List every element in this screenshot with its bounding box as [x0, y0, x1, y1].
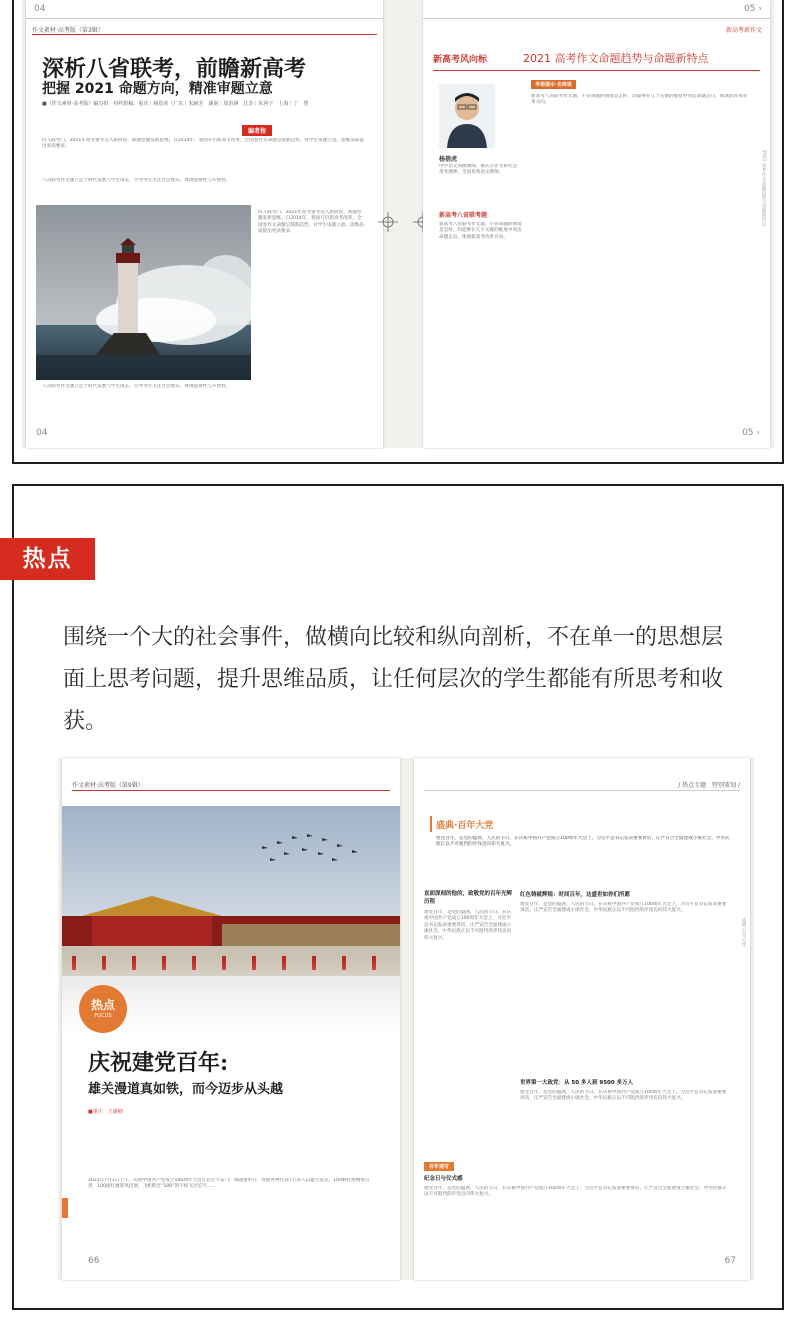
- top-left-page-number: 04: [34, 4, 46, 14]
- crop-mark-left: [378, 212, 398, 232]
- col2-body: 建党百年，是党的盛典，人民的节日。在庆祝中国共产党成立100周年大会上，习近平总书记发表重要讲话，庄严宣告全面建成小康社会，中华民族正以不可阻挡的步伐迈向伟大复兴。: [520, 902, 727, 914]
- top-left-masthead: 作文素材·高考版（第3辑）: [32, 27, 104, 34]
- photo-caption: 八省联考作文题立足于时代发展与学生成长，引导考生关注社会现实，体现思辨性与开放性。: [42, 384, 231, 389]
- editor-note: 四人联考门，2021年高考备考迈入新阶段，新题型激发新思维。自2014年，我国开启新高考改革，全国卷作文命题呈现新趋势，对学生审题立意、思维品质提出更高要求。: [42, 138, 364, 150]
- side-column-text: 四人联考门，2021年高考备考迈入新阶段，新题型激发新思维。自2014年，我国开启新高考改革，全国卷作文命题呈现新趋势，对学生审题立意、思维品质提出更高要求。: [258, 210, 364, 235]
- bottom-lead: 建党百年，是党的盛典，人民的节日。在庆祝中国共产党成立100周年大会上，习近平总书记发表重要讲话，庄严宣告全面建成小康社会，中华民族正以不可阻挡的步伐迈向伟大复兴。: [436, 836, 730, 848]
- top-right-masthead: 新高考新作文: [725, 27, 762, 34]
- bottom-right-folio: 67: [724, 1256, 736, 1266]
- top-left-folio: 04: [36, 428, 48, 438]
- left-column-text: 新高考八省联考作文题，不管命题的情境是怎样，均能够在几个关键的维度中突出命题走向，体现新高考改革方向。: [439, 222, 522, 240]
- top-right-page: [423, 0, 770, 448]
- focus-badge-label: 热点: [90, 998, 115, 1012]
- bottom-tag: 百年速写: [424, 1162, 454, 1171]
- bottom-right-masthead: / 热点专题 特别策划 /: [678, 782, 740, 789]
- top-right-page-number: 05 ›: [744, 4, 762, 14]
- sub-heading: 新高考八省联考题: [439, 212, 488, 219]
- top-right-folio-text: 05: [742, 428, 754, 438]
- section-label: 新高考风向标: [433, 55, 488, 65]
- focus-badge-en: FOCUS: [94, 1013, 112, 1019]
- section-title: 2021 高考作文命题趋势与命题新特点: [523, 52, 709, 65]
- top-right-page-number-text: 05: [744, 4, 756, 14]
- bottom-left-body: 2021年7月1日上午，庆祝中国共产党成立100周年大会在北京天安门广场隆重举行，各族各界代表7万余人以盛大仪式，100响礼炮响彻云霄，100面红旗迎风招展，飞机跨过“100”的字样飞过长空……: [88, 1178, 370, 1190]
- col1-heading: 直面深刻的他的，致敬党的百年光辉历程: [424, 891, 513, 905]
- col2-heading: 红色铸就辉煌：时间百年，这盛世如你们所愿: [520, 892, 631, 898]
- bottom-left-page: [62, 758, 400, 1280]
- editor-tag: 编者按: [242, 125, 272, 136]
- article-subtitle: 把握 2021 命题方向，精准审题立意: [42, 81, 273, 97]
- article-title: 深析八省联考，前瞻新高考: [42, 57, 307, 82]
- top-left-page: [26, 0, 383, 448]
- top-spread: [22, 0, 774, 448]
- tag-label: 导语提示·名师谈: [531, 80, 576, 89]
- author-bio: 中学语文高级教师，重庆市作文研究会常务理事，全国优秀语文教师。: [439, 164, 518, 176]
- article-byline: ■《作文素材·高考版》编写组 特约供稿：重庆｜杨蓓虎（广东｜朱耐芳 湖南｜周治锋 江苏｜朱萍子 上海｜丁 慧: [42, 101, 309, 107]
- masthead-rule: [32, 34, 377, 35]
- bottom-right-page: [414, 758, 750, 1280]
- hot-topic-badge: 热点: [0, 538, 95, 580]
- bottom-byline: ■重庆 王谢楠: [88, 1109, 123, 1115]
- col2-body-2: 建党百年，是党的盛典，人民的节日。在庆祝中国共产党成立100周年大会上，习近平总书记发表重要讲话，庄严宣告全面建成小康社会，中华民族正以不可阻挡的步伐迈向伟大复兴。: [520, 1090, 727, 1102]
- bottom-left-masthead: 作文素材·高考版（第9辑）: [72, 782, 144, 789]
- vertical-margin-text: 2021 高考作文命题趋势与命题新特点: [761, 150, 766, 226]
- top-magazine-frame: [12, 0, 784, 464]
- header-rule: [26, 18, 383, 19]
- bottom-right-rule: [424, 790, 740, 791]
- bottom-article-title: 庆祝建党百年:: [88, 1050, 229, 1076]
- editor-note-2: 八省联考作文题立足于时代发展与学生成长，引导考生关注社会现实，体现思辨性与开放性。: [42, 178, 231, 183]
- bottom-spread: [58, 758, 754, 1280]
- author-photo: [439, 84, 495, 148]
- top-right-folio: 05 ›: [742, 428, 760, 438]
- bottom-tag-body: 建党百年，是党的盛典，人民的节日。在庆祝中国共产党成立100周年大会上，习近平总书记发表重要讲话，庄严宣告全面建成小康社会，中华民族正以不可阻挡的步伐迈向伟大复兴。: [424, 1186, 727, 1198]
- section-description: 围绕一个大的社会事件，做横向比较和纵向剖析，不在单一的思想层面上思考问题，提升思维品质，让任何层次的学生都能有所思考和收获。: [63, 625, 724, 734]
- main-column-text: 新高考八省联考作文题，不管命题的情境是怎样，均能够在几个关键的维度中突出命题走向，体现新高考改革方向。: [531, 94, 747, 106]
- bottom-left-rule: [72, 790, 390, 791]
- bottom-vertical-margin: 盛典·百年大党: [741, 918, 746, 947]
- bottom-section-title: 盛典·百年大党: [436, 821, 494, 831]
- page-edge-marker: [62, 1198, 68, 1218]
- header-rule-right: [423, 18, 770, 19]
- section-rule: [433, 70, 760, 71]
- lighthouse-photo: [36, 205, 251, 380]
- col2-heading-2: 世界第一大政党：从 50 多人到 9500 多万人: [520, 1080, 634, 1086]
- col1-body: 建党百年，是党的盛典，人民的节日。在庆祝中国共产党成立100周年大会上，习近平总书记发表重要讲话，庄严宣告全面建成小康社会，中华民族正以不可阻挡的步伐迈向伟大复兴。: [424, 910, 512, 941]
- section-title-bar: [430, 816, 432, 832]
- bottom-left-folio: 66: [88, 1256, 100, 1266]
- bottom-article-subtitle: 雄关漫道真如铁，而今迈步从头越: [88, 1082, 284, 1097]
- bottom-tag-heading: 纪念日与仪式感: [424, 1176, 463, 1182]
- author-name: 杨蓓虎: [439, 156, 458, 163]
